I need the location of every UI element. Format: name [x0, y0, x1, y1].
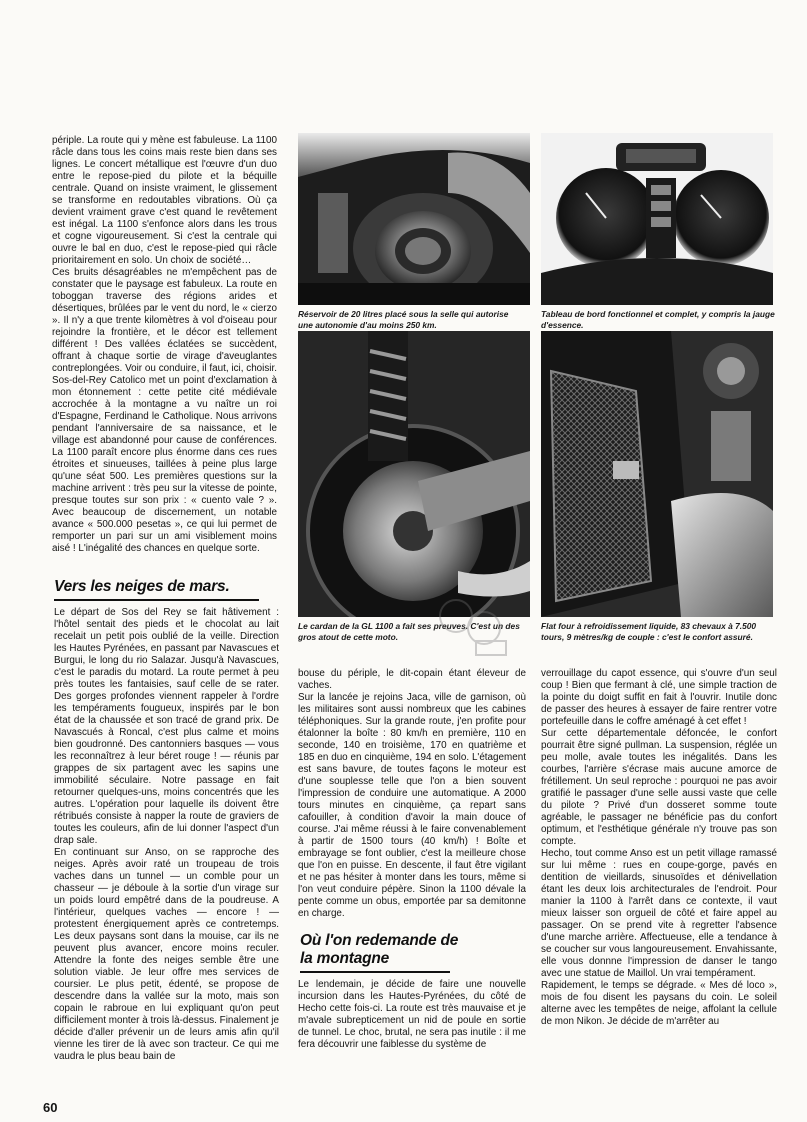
paragraph: Sur cette départementale défoncée, le confort pourrait être signé pullman. La suspension, réglée un peu molle, avale toutes les inégalités. Dans les courbes, l'arrière s'écrase mais aucune amorce de frétillement. Un seul reproche : pourquoi ne pas avoir gratifié le passager d'une selle aussi vaste que celle du pilote ? Privé d'un dosseret somme toute agréable, le passager ne bénéficie pas du confort optimum, et l'esthétique générale n'y trouve pas son compte. [541, 728, 777, 847]
page-number: 60 [43, 1100, 58, 1115]
section-heading-mountain [300, 932, 526, 973]
paragraph: Hecho, tout comme Anso est un petit village ramassé sur lui même : rues en coupe-gorge, pavés en dentition de vieillards, sinusoïdes et dénivellation étant les deux lois architecturales de l'endroit. Pour manier la 1100 à l'arrêt dans ce contexte, il vaut mieux laisser son orgueil de côté et faire appel au passager. On se prend vite à regretter l'absence d'une marche arrière. Affectueuse, elle a tendance à se coucher sur vous langoureusement. Envahissante, elle vous donnne l'impression de danser le tango avec une statue de Maillol. Un vrai tempérament. [541, 848, 777, 979]
article-column-1b [54, 607, 279, 1063]
paragraph: périple. La route qui y mène est fabuleuse. La 1100 râcle dans tous les coins mais reste bien dans ses lignes. Le concert métallique est l'œuvre d'un duo entre le repose-pied du pilote et la béquille centrale. Quand on insiste vraiment, le glissement se transforme en redoutables vibrations. Où ça devient vraiment grave c'est quand le revêtement est inégal. La 1100 s'enfonce alors dans les trous et cogne vigoureusement. Si c'est la centrale qui ouvre le bal en duo, c'est le repose-pied qui râcle prioritairement en solo. Un choix de société… [52, 135, 277, 266]
caption-dashboard: Tableau de bord fonctionnel et complet, y compris la jauge d'essence. [541, 309, 775, 330]
caption-fuel-tank: Réservoir de 20 litres placé sous la selle qui autorise une autonomie d'au moins 250 km. [298, 309, 509, 330]
caption-cardan: Le cardan de la GL 1100 a fait ses preuves. C'est un des gros atout de cette moto. [298, 621, 520, 642]
paragraph: bouse du périple, le dit-copain étant éleveur de vaches. [298, 668, 526, 691]
paragraph: Le lendemain, je décide de faire une nouvelle incursion dans les Hautes-Pyrénées, du côté de Hecho cette fois-ci. La route est très mauvaise et je m'avale subrepticement un nid de poule en sortie de tunnel. Le choc, brutal, ne sera pas inutile : il me fera découvrir une faiblesse du système de [298, 979, 526, 1050]
paragraph: Ces bruits désagréables ne m'empêchent pas de constater que le paysage est fabuleux. La route en toboggan traverse des régions arides et désertiques, brûlées par le vent du nord, le « cierzo ». Il n'y a que trente kilomètres à vol d'oiseau pour rejoindre la frontière, et le décor est tellement différent ! Des vallées éclatées se succèdent, offrant à chaque sortie de virage d'aveuglantes contreplongées. Voir ou conduire, il faut, ici, choisir. Sos-del-Rey Catolico met un point d'exclamation à mon étonnement : cette petite cité médiévale accrochée à la montagne a vu naître un roi d'Espagne, Ferdinand le Catholique. Nous arrivons pendant l'anniversaire de sa naissance, et le village est abandonné pour cause de conférences. La 1100 paraît encore plus énorme dans ces rues étroites et sinueuses, taillées à peine plus large qu'une séat 500. Les premières questions sur la machine arrivent : très peu sur la vitesse de pointe, presque toutes sur son prix : « cuento vale ? ». Avec beaucoup de discernement, un notable avance « 500.000 pesetas », ce qui lui permet de remporter un pari sur un ami visiblement moins aisé ! L'inégalité des chances en quelque sorte. [52, 267, 277, 554]
paragraph: verrouillage du capot essence, qui s'ouvre d'un seul coup ! Bien que fermant à clé, une simple traction de la pointe du doigt suffit en fait à l'ouvrir. Inutile donc de passer des heures à essayer de faire rentrer votre portefeuille dans le coffre aménagé à cet effet ! [541, 668, 777, 727]
photo-cardan [298, 331, 530, 617]
heading-text-line2: la montagne [300, 950, 390, 967]
heading-underline [54, 599, 259, 601]
article-column-2 [298, 668, 526, 1051]
article-column-1 [52, 135, 277, 555]
article-column-3 [541, 668, 777, 1028]
paragraph: Sur la lancée je rejoins Jaca, ville de garnison, où les militaires sont aussi nombreux que les cabines téléphoniques. Sur la grande route, j'en profite pour étalonner la boîte : 80 km/h en première, 110 en seconde, 140 en troisième, 170 en quatrième et 185 en duo en cinquième, 194 en solo. L'étagement est sans bavure, de toutes façons le moteur est d'une souplesse telle que l'on a bien souvent l'impression de conduire une automatique. A 2000 tours minutes en cinquième, ça repart sans cafouiller, à condition d'avoir la main douce of course. J'ai même réussi à le faire convenablement à partir de 1500 tours (40 km/h) ! Boîte et embrayage se font oublier, c'est la meilleure chose que l'on en puisse. En descente, il faut être vigilant et ne pas hésiter à monter dans les tours, même si l'on veut conduire pépère. Sinon la 1100 dévale la pente comme un obus, emportée par sa demitonne en charge. [298, 692, 526, 919]
paragraph: Le départ de Sos del Rey se fait hâtivement : l'hôtel sentait des pieds et le chocolat au lait recelait un petit pois oublié de la veille. Direction les Hautes Pyrénées, en passant par Navascues et Burgui, le long du rio Salazar. Jusqu'à Navascues, c'est le paradis du motard. La route permet à peu près toutes les fantaisies, sauf celle de se rater. Des gorges profondes viennent rappeler à l'ordre les tempéraments fougueux, inspirés par le bon état de la chaussée et son tracé de grand prix. De Navascués à Roncal, c'est plus calme et moins bien goudronné. Des cantonniers basques — vous les reconnaîtrez à leur béret rouge ! — réunis par grappes de six partagent avec les sapins une immobilité séculaire. Notre passage en fait retourner quelques-uns, moins concentrés que les autres. L'opération pour laquelle ils doivent être rétribués consiste à napper la route de graviers de toutes les couleurs, afin de lui donner l'aspect d'un drap sale. [54, 607, 279, 846]
photo-dashboard [541, 133, 773, 305]
photo-engine [541, 331, 773, 617]
photo-fuel-tank [298, 133, 530, 305]
heading-text-line1: Où l'on redemande de [300, 932, 459, 949]
heading-underline [300, 971, 450, 973]
heading-text: Vers les neiges de mars. [54, 578, 230, 595]
paragraph: Rapidement, le temps se dégrade. « Mes dé loco », mois de fou disent les paysans du coin. Le soleil alterne avec les tempêtes de neige, affolant la cellule de mon Nikon. Je décide de m'arrêter au [541, 980, 777, 1027]
caption-engine: Flat four à refroidissement liquide, 83 chevaux à 7.500 tours, 9 mètres/kg de couple : c'est le confort assuré. [541, 621, 757, 642]
section-heading-snow [54, 578, 279, 1063]
paragraph: En continuant sur Anso, on se rapproche des neiges. Après avoir raté un troupeau de trois vaches dans un tunnel — un comble pour un chasseur — je déboule à la sortie d'un virage sur un poids lourd empêtré dans de la poudreuse. A l'intérieur, quelques vaches — encore ! — protestent énergiquement après ce contretemps. Les deux paysans sont dans la mouise, car ils ne peuvent plus avancer, encore moins reculer. Attendre la fonte des neiges semble être une solution viable. Je leur offre mes services de coursier. Le plus petit, édenté, se propose de descendre dans la vallée sur la moto, mais son copain le rabroue en lui expliquant qu'on peut difficilement monter à trois là-dessus. Finalement je décide d'aller prévenir un de leurs amis afin qu'il vienne les tirer de là avec son tracteur. Ce qui me vaudra le plus beau bain de [54, 847, 279, 1062]
watermark-logo [428, 586, 518, 666]
